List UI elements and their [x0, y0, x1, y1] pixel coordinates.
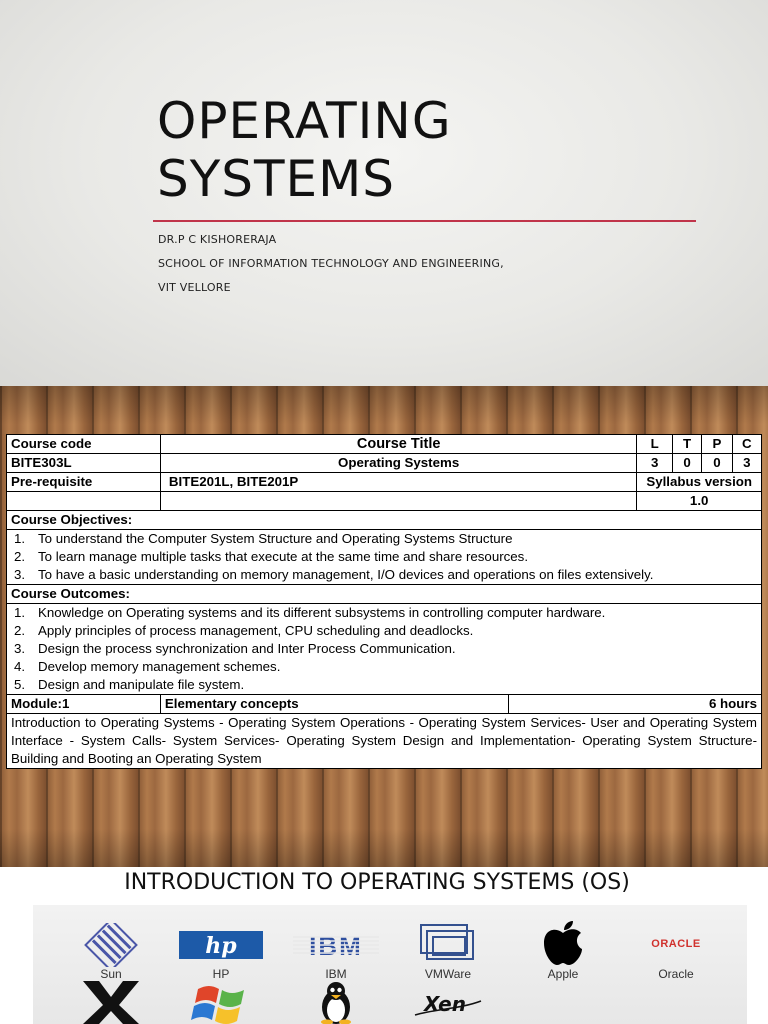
xen-logo-icon — [405, 981, 491, 1024]
ltpc-header-p: P — [702, 435, 732, 454]
ltpc-header-c: C — [732, 435, 761, 454]
table-row — [7, 714, 762, 769]
ltpc-value-t: 0 — [672, 454, 701, 473]
title-divider — [153, 220, 696, 222]
ibm-logo — [293, 923, 379, 981]
vmware-logo — [405, 923, 491, 981]
prerequisite-value: BITE201L, BITE201P — [160, 473, 636, 492]
vmware-label: VMWare — [424, 967, 472, 981]
ltpc-value-p: 0 — [702, 454, 732, 473]
objectives-list — [7, 530, 762, 585]
hp-label: HP — [212, 967, 230, 981]
list-item: 5. Design and manipulate file system. — [14, 677, 245, 692]
ltpc-header-l: L — [637, 435, 673, 454]
table-row — [7, 585, 762, 604]
oracle-logo — [633, 923, 719, 981]
intro-title: INTRODUCTION TO OPERATING SYSTEMS (OS) — [124, 870, 630, 895]
svg-text:hp: hp — [205, 933, 237, 959]
ibm-logo-icon — [293, 923, 379, 967]
xen-logo — [405, 981, 491, 1024]
list-item: 3. Design the process synchronization and Inter Process Communication. — [14, 641, 456, 656]
list-item: 1. To understand the Computer System Structure and Operating Systems Structure — [14, 531, 513, 546]
oracle-label: Oracle — [658, 967, 694, 981]
table-row — [7, 530, 762, 585]
module-hours: 6 hours — [508, 695, 761, 714]
hp-logo-icon — [178, 923, 264, 967]
module-content: Introduction to Operating Systems - Operating System Operations - Operating System Services- User and Operating System Interface - System Calls- System Services- Operating System Design and Implementation- Operating System Structure- Building and Booting an Operating System — [7, 714, 762, 769]
list-item: 3. To have a basic understanding on memory management, I/O devices and operations on files extensively. — [14, 567, 654, 582]
svg-text:IBM: IBM — [309, 931, 363, 961]
linux-tux-icon — [293, 981, 379, 1024]
ltpc-header-t: T — [672, 435, 701, 454]
outcomes-heading: Course Outcomes: — [7, 585, 762, 604]
ltpc-value-l: 3 — [637, 454, 673, 473]
table-row — [7, 492, 762, 511]
hp-logo — [178, 923, 264, 981]
vmware-logo-icon — [405, 923, 491, 967]
list-item: 1. Knowledge on Operating systems and its different subsystems in controlling computer hardware. — [14, 605, 606, 620]
sun-label: Sun — [100, 967, 122, 981]
sun-logo-icon — [69, 923, 153, 967]
apple-logo — [520, 919, 606, 981]
wood-texture-top — [0, 386, 768, 432]
list-item: 2. To learn manage multiple tasks that execute at the same time and share resources. — [14, 549, 529, 564]
table-row — [7, 511, 762, 530]
outcomes-list — [7, 604, 762, 695]
institute-name: VIT VELLORE — [158, 281, 231, 294]
apple-label: Apple — [547, 967, 579, 981]
course-title-label: Course Title — [160, 435, 636, 454]
table-row — [7, 604, 762, 695]
module-title: Elementary concepts — [160, 695, 508, 714]
list-item: 4. Develop memory management schemes. — [14, 659, 281, 674]
table-row — [7, 454, 762, 473]
os-logos-panel — [33, 905, 747, 1024]
syllabus-version-label: Syllabus version — [637, 473, 762, 492]
windows-logo-icon — [178, 981, 264, 1024]
apple-logo-icon — [520, 919, 606, 967]
windows-logo — [178, 981, 264, 1024]
syllabus-version-value: 1.0 — [637, 492, 762, 511]
objectives-heading: Course Objectives: — [7, 511, 762, 530]
title-slide — [0, 0, 768, 386]
title-line-2: SYSTEMS — [157, 150, 396, 208]
table-row — [7, 695, 762, 714]
course-code-label: Course code — [7, 435, 161, 454]
list-item: 2. Apply principles of process management, CPU scheduling and deadlocks. — [14, 623, 474, 638]
syllabus-table — [6, 434, 762, 769]
svg-text:Xen: Xen — [424, 992, 466, 1016]
intro-slide — [0, 867, 768, 1024]
x-logo-icon — [69, 981, 153, 1024]
ibm-label: IBM — [325, 967, 347, 981]
x-logo — [68, 981, 154, 1024]
course-title: Operating Systems — [160, 454, 636, 473]
oracle-logo-icon — [633, 923, 719, 967]
ltpc-value-c: 3 — [732, 454, 761, 473]
syllabus-slide — [0, 386, 768, 867]
table-row — [7, 435, 762, 454]
author-name: DR.P C KISHORERAJA — [158, 233, 277, 246]
school-name: SCHOOL OF INFORMATION TECHNOLOGY AND ENGINEERING, — [158, 257, 504, 270]
table-row — [7, 473, 762, 492]
slide-title — [157, 92, 677, 208]
sun-logo — [68, 923, 154, 981]
course-code: BITE303L — [7, 454, 161, 473]
wood-texture-bottom — [0, 825, 768, 867]
prerequisite-label: Pre-requisite — [7, 473, 161, 492]
module-label: Module:1 — [7, 695, 161, 714]
svg-text:ORACLE: ORACLE — [651, 938, 701, 950]
linux-logo — [293, 981, 379, 1024]
title-line-1: OPERATING — [157, 92, 452, 150]
